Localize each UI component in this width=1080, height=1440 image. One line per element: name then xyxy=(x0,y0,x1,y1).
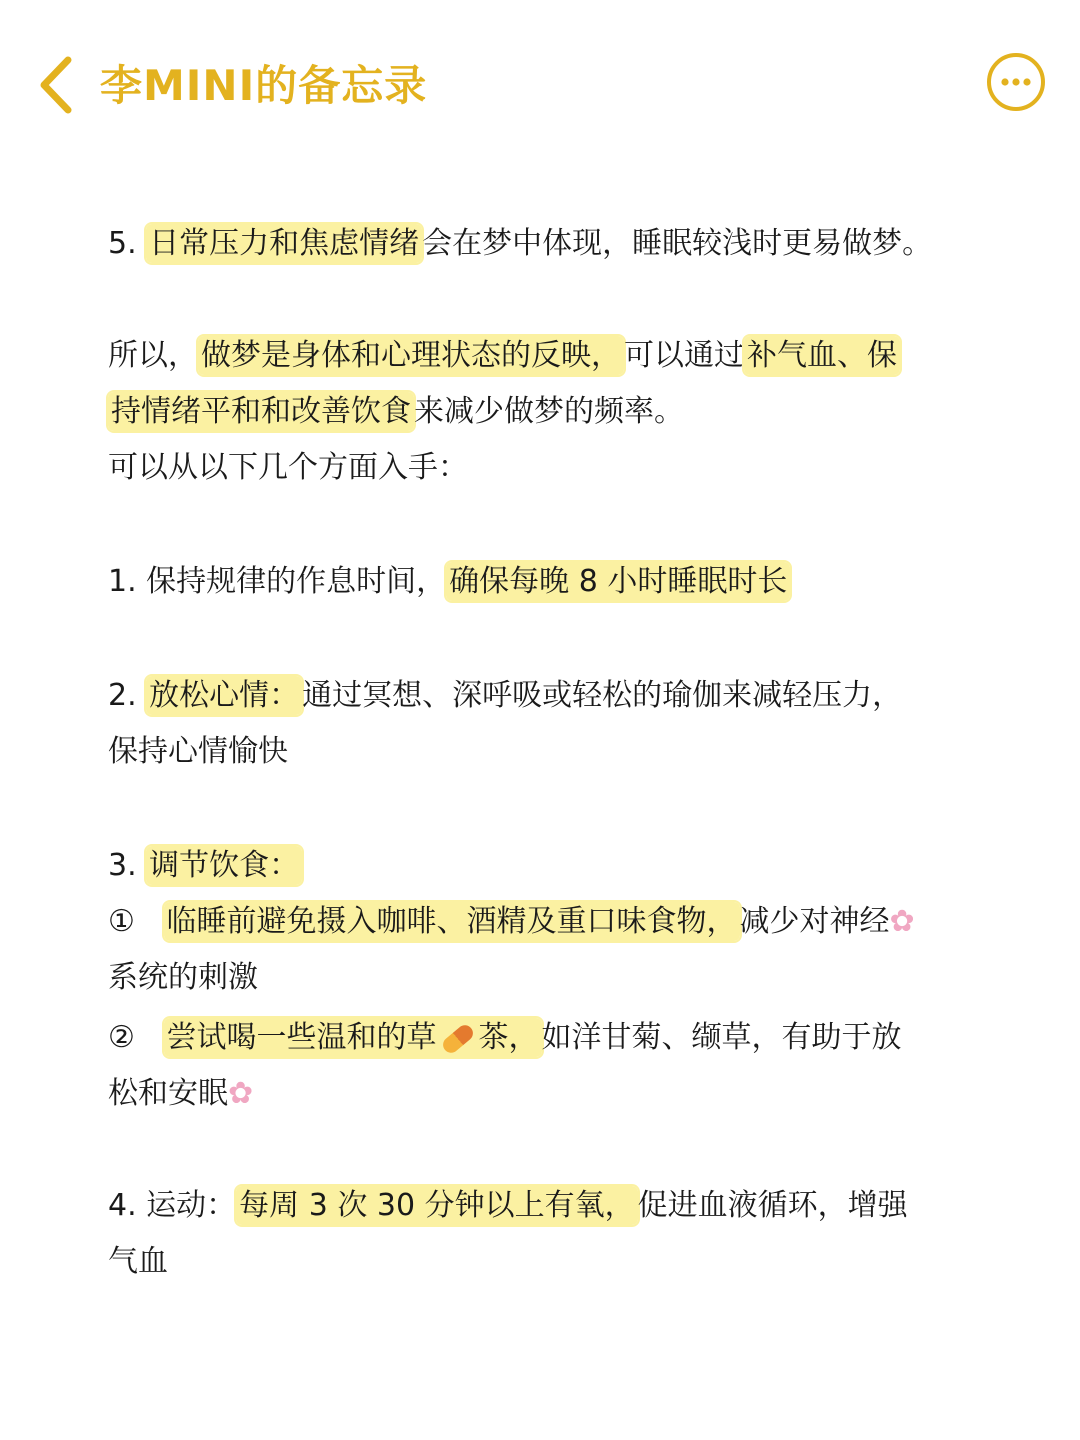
summary-highlight: 持情绪平和和改善饮食 xyxy=(108,392,414,431)
summary-text: 来减少做梦的频率。 xyxy=(414,394,684,429)
tip-3-sub-1-highlight: 临睡前避免摄入咖啡、酒精及重口味食物， xyxy=(164,902,740,941)
page-title: 李MINI的备忘录 xyxy=(100,61,428,110)
tip-2-rest: 通过冥想、深呼吸或轻松的瑜伽来减轻压力， xyxy=(302,678,903,713)
tip-3-sub-2-highlight xyxy=(164,1018,542,1057)
chevron-left-icon xyxy=(30,50,86,120)
tip-3-sub-2-highlight-a: 尝试喝一些温和的草 xyxy=(166,1020,437,1055)
tip-1-highlight: 确保每晚 8 小时睡眠时长 xyxy=(446,562,790,601)
tip-3-sub-2-line-2 xyxy=(108,1066,253,1122)
tip-4-rest: 促进血液循环，增强 xyxy=(637,1188,908,1223)
more-horizontal-icon xyxy=(986,52,1046,112)
cherry-blossom-icon: ✿ xyxy=(889,904,915,939)
tip-2-prefix: 2. xyxy=(108,678,147,713)
item-5-rest: 会在梦中体现，睡眠较浅时更易做梦。 xyxy=(422,226,933,261)
sub-item-marker: ① xyxy=(108,904,135,939)
summary-line-3: 可以从以下几个方面入手： xyxy=(108,450,468,485)
item-5-prefix: 5. xyxy=(108,226,147,261)
tip-2-highlight: 放松心情： xyxy=(146,676,302,715)
cherry-blossom-icon: ✿ xyxy=(228,1076,254,1111)
tip-2-line-2: 保持心情愉快 xyxy=(108,734,288,769)
tip-3-sub-2-line-1 xyxy=(108,1010,902,1066)
summary-text: 所以， xyxy=(108,338,198,373)
top-bar xyxy=(0,0,1080,170)
tip-3-sub-1-line-2: 系统的刺激 xyxy=(108,960,258,995)
tip-3-highlight: 调节饮食： xyxy=(146,846,302,885)
tip-3-line xyxy=(108,838,302,894)
summary-text: 可以通过 xyxy=(624,338,744,373)
summary-highlight: 补气血、保 xyxy=(744,336,900,375)
tip-4-line-1 xyxy=(108,1178,908,1234)
tip-1-line xyxy=(108,554,790,610)
item-5-line xyxy=(108,216,932,272)
tip-3-sub-1-rest: 减少对神经 xyxy=(739,904,890,939)
summary-line-1 xyxy=(108,328,900,384)
tip-3-sub-1-line-1 xyxy=(108,894,915,950)
more-options-button[interactable] xyxy=(986,52,1046,112)
summary-line-2 xyxy=(108,384,684,440)
tip-4-prefix: 4. 运动： xyxy=(108,1188,237,1223)
back-button[interactable] xyxy=(30,50,86,120)
tip-2-line-1 xyxy=(108,668,902,724)
summary-highlight: 做梦是身体和心理状态的反映， xyxy=(198,336,624,375)
tip-4-highlight: 每周 3 次 30 分钟以上有氧， xyxy=(236,1186,637,1225)
tip-3-sub-2-rest: 如洋甘菊、缬草，有助于放 xyxy=(541,1020,902,1055)
tip-4-line-2: 气血 xyxy=(108,1244,168,1279)
tip-1-prefix: 1. 保持规律的作息时间， xyxy=(108,564,447,599)
tip-3-sub-2-highlight-b: 茶， xyxy=(478,1020,539,1055)
tip-3-prefix: 3. xyxy=(108,848,147,883)
sub-item-marker: ② xyxy=(108,1020,135,1055)
pill-icon xyxy=(439,1021,475,1055)
tip-3-sub-2-line-2-text: 松和安眠 xyxy=(108,1076,228,1111)
item-5-highlight: 日常压力和焦虑情绪 xyxy=(146,224,422,263)
